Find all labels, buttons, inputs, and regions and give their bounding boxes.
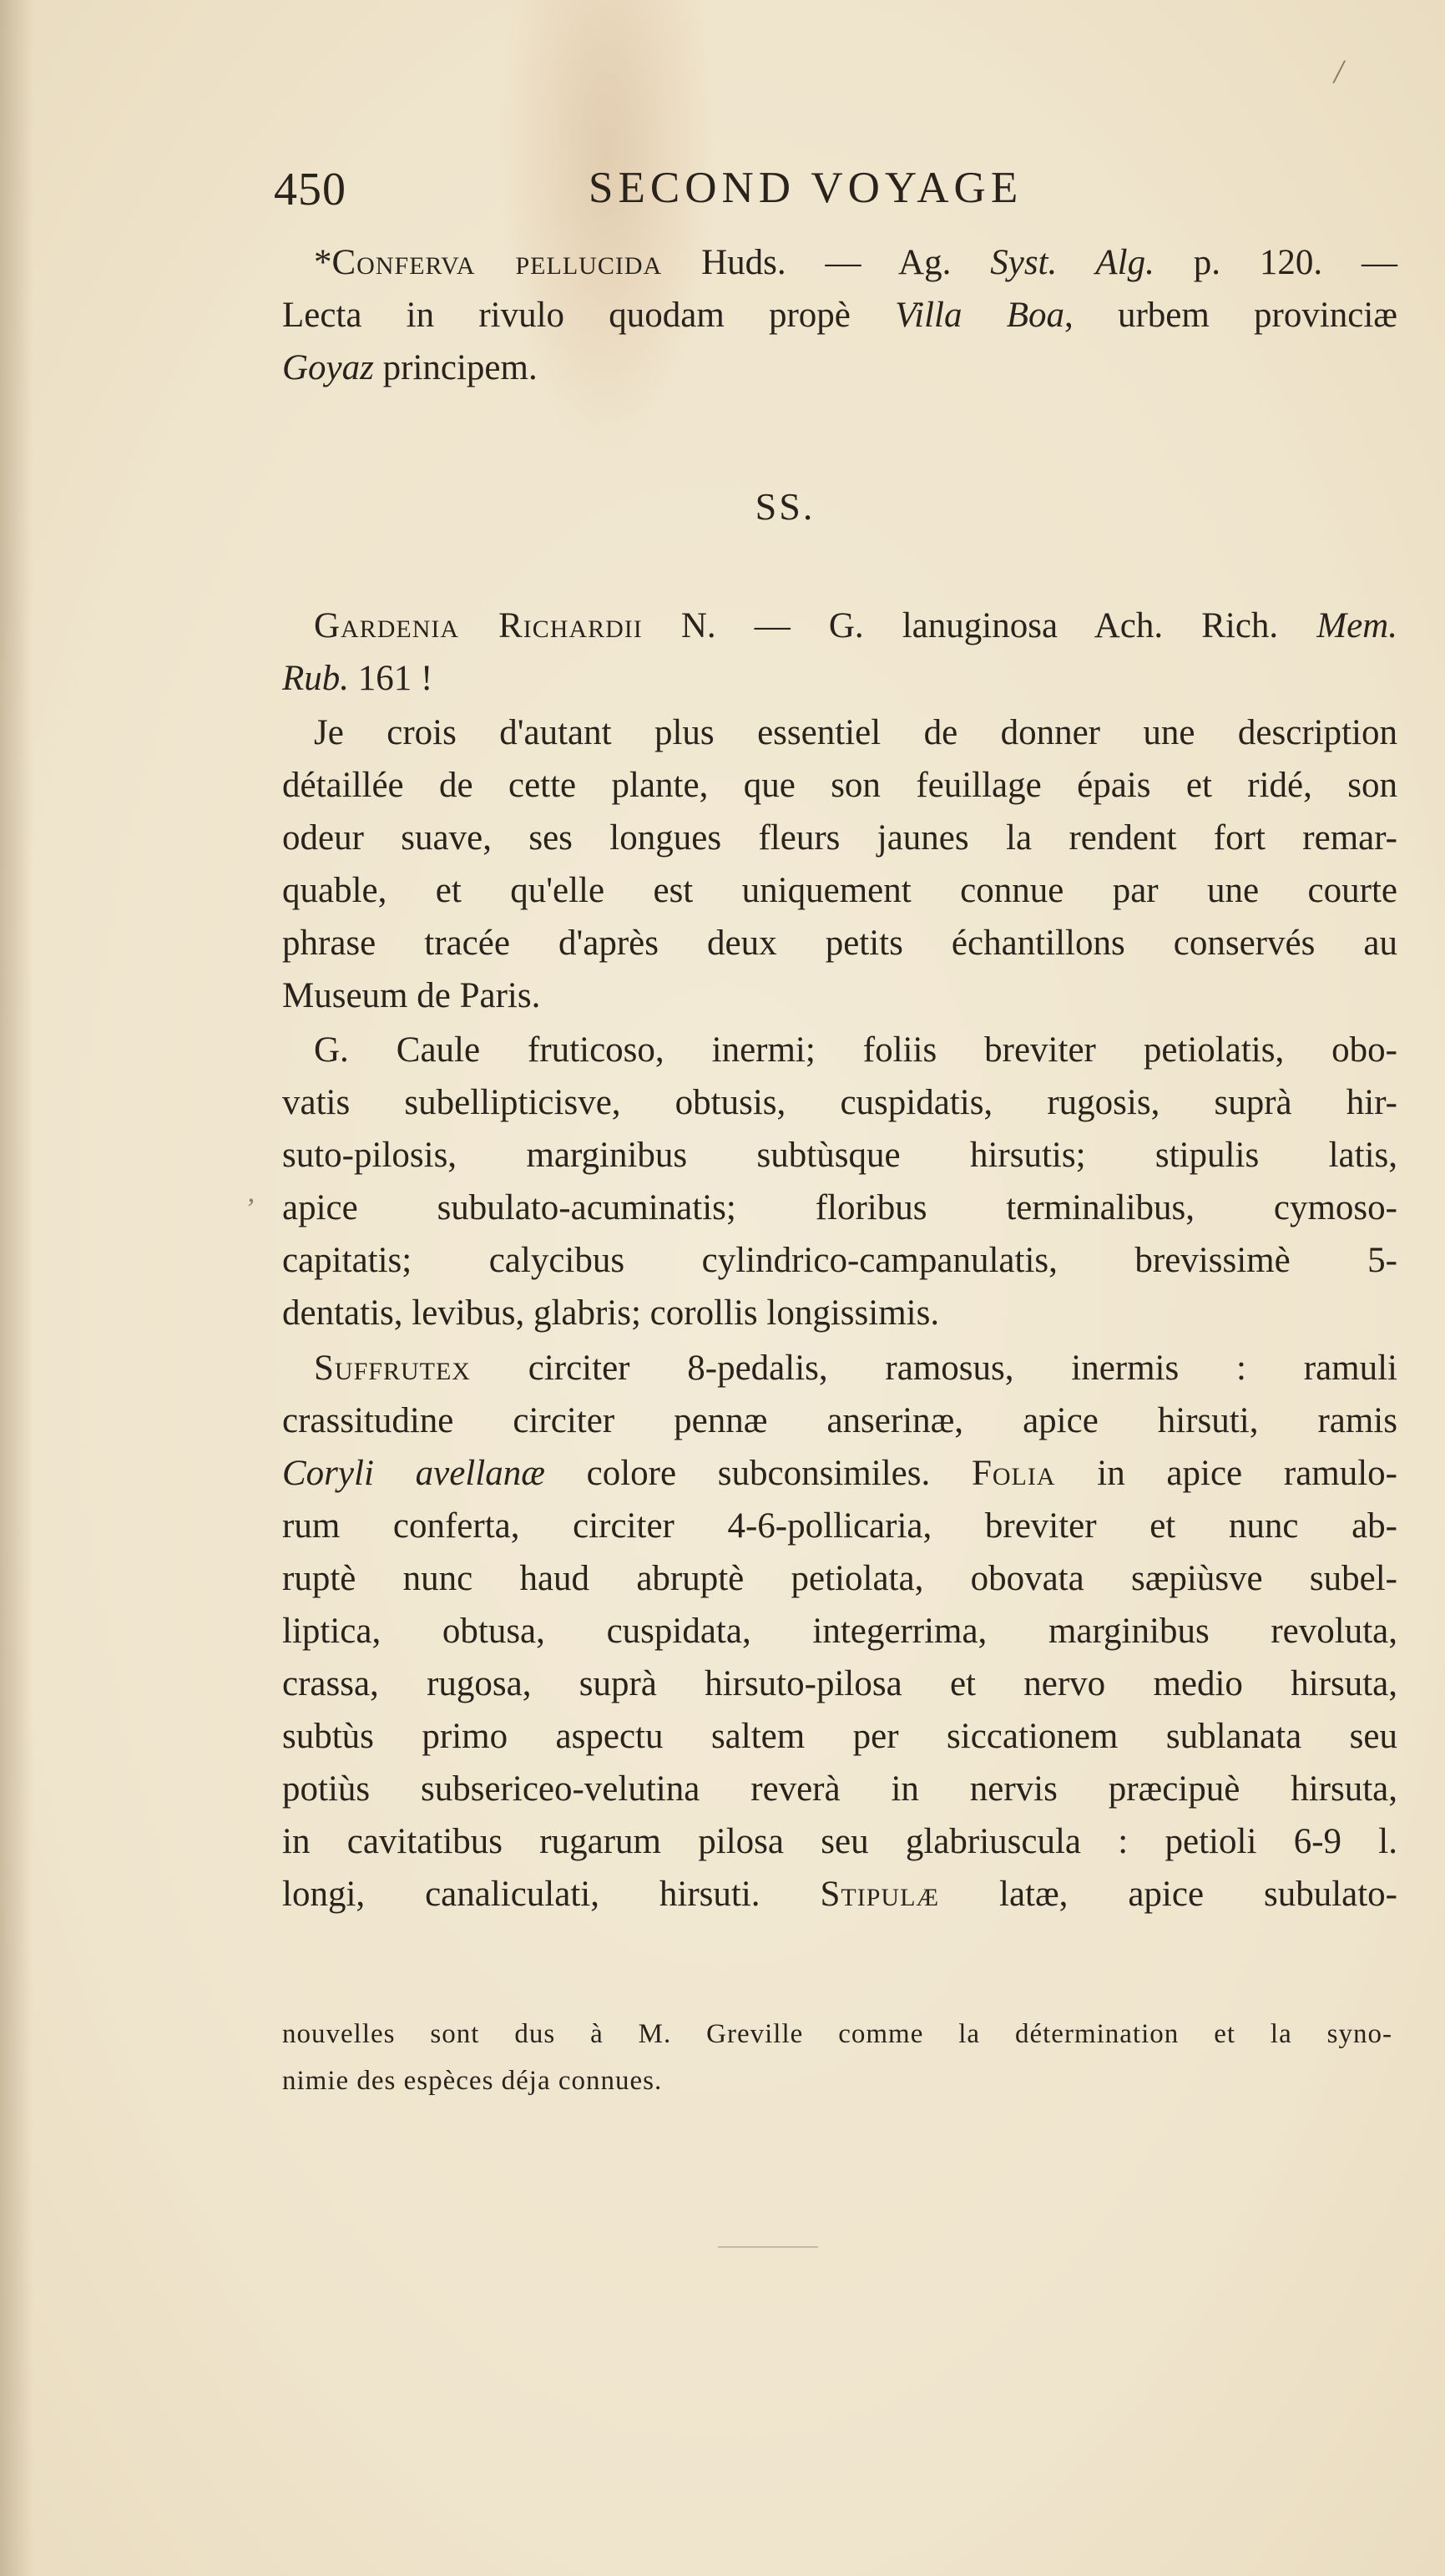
running-header xyxy=(0,163,1445,238)
text-line: détaillée de cette plante, que son feuillage épais et ridé, son xyxy=(282,766,1397,805)
text-line: ruptè nunc haud abruptè petiolata, obovata sæpiùsve subel- xyxy=(282,1559,1397,1598)
text-line: dentatis, levibus, glabris; corollis longissimis. xyxy=(282,1293,940,1333)
latin-description xyxy=(282,1342,1397,1921)
text-line: longi, canaliculati, hirsuti. Stipulæ latæ, apice subulato- xyxy=(282,1875,1397,1914)
text-line: subtùs primo aspectu saltem per siccationem sublanata seu xyxy=(282,1717,1397,1756)
text-line: Rub. 161 ! xyxy=(282,659,433,698)
text-line: potiùs subsericeo-velutina reverà in nervis præcipuè hirsuta, xyxy=(282,1769,1397,1809)
pencil-mark: / xyxy=(1334,53,1344,90)
footnote-line: nimie des espèces déja connues. xyxy=(282,2066,663,2096)
text-line: Goyaz principem. xyxy=(282,348,538,387)
text-line: odeur suave, ses longues fleurs jaunes la rendent fort remar- xyxy=(282,818,1397,858)
text-line: phrase tracée d'après deux petits échantillons conservés au xyxy=(282,924,1397,963)
text-line: crassitudine circiter pennæ anserinæ, apice hirsuti, ramis xyxy=(282,1401,1397,1440)
footnote-line: nouvelles sont dus à M. Greville comme la détermination et la syno- xyxy=(282,2019,1392,2049)
text-line: Lecta in rivulo quodam propè Villa Boa, urbem provinciæ xyxy=(282,296,1397,335)
footnote xyxy=(282,2011,1392,2104)
divider xyxy=(718,2246,818,2248)
entry-gardenia xyxy=(282,600,1397,705)
latin-diagnosis xyxy=(282,1024,1397,1339)
french-paragraph xyxy=(282,706,1397,1022)
text-line: *Conferva pellucida Huds. — Ag. Syst. Alg. p. 120. — xyxy=(314,243,1398,282)
running-title: SECOND VOYAGE xyxy=(589,164,1023,212)
text-line: liptica, obtusa, cuspidata, integerrima, marginibus revoluta, xyxy=(282,1612,1397,1651)
species-name: Gardenia Richardii xyxy=(314,606,643,645)
text-line: Coryli avellanæ colore subconsimiles. Folia in apice ramulo- xyxy=(282,1454,1397,1493)
species-name: Conferva pellucida xyxy=(331,243,663,282)
page-gutter-shadow xyxy=(0,0,33,2576)
entry-conferva xyxy=(282,236,1397,394)
text-line: quable, et qu'elle est uniquement connue par une courte xyxy=(282,871,1397,910)
text-line: G. Caule fruticoso, inermi; foliis breviter petiolatis, obo- xyxy=(314,1030,1397,1070)
text-line: Museum de Paris. xyxy=(282,976,541,1015)
text-line: Je crois d'autant plus essentiel de donner une description xyxy=(314,713,1397,752)
text-line: apice subulato-acuminatis; floribus terminalibus, cymoso- xyxy=(282,1188,1397,1227)
text-line: Suffrutex circiter 8-pedalis, ramosus, inermis : ramuli xyxy=(314,1349,1397,1388)
text-line: rum conferta, circiter 4-6-pollicaria, breviter et nunc ab- xyxy=(282,1506,1397,1546)
text-line: Gardenia Richardii N. — G. lanuginosa Ach. Rich. Mem. xyxy=(314,606,1397,645)
text-line: crassa, rugosa, suprà hirsuto-pilosa et nervo medio hirsuta, xyxy=(282,1664,1397,1703)
text-line: vatis subellipticisve, obtusis, cuspidatis, rugosis, suprà hir- xyxy=(282,1083,1397,1122)
text-line: capitatis; calycibus cylindrico-campanulatis, brevissimè 5- xyxy=(282,1241,1397,1280)
section-heading: SS. xyxy=(755,485,816,528)
margin-mark: ‚ xyxy=(246,1177,256,1208)
page-number: 450 xyxy=(274,164,346,215)
text-line: in cavitatibus rugarum pilosa seu glabriuscula : petioli 6-9 l. xyxy=(282,1822,1397,1861)
text-line: suto-pilosis, marginibus subtùsque hirsutis; stipulis latis, xyxy=(282,1136,1397,1175)
